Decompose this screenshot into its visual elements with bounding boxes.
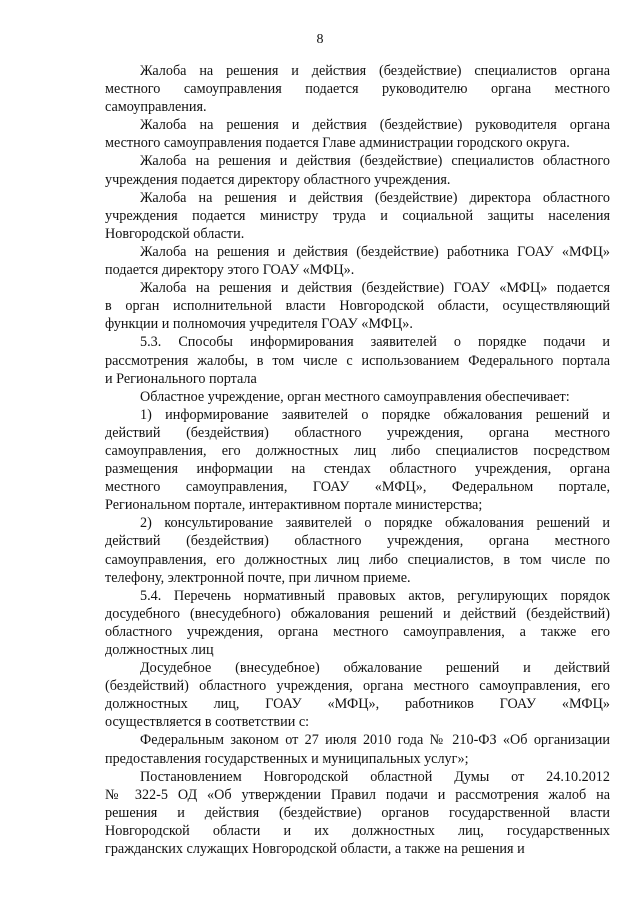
text-line: 5.4. Перечень нормативный правовых актов, регулирующих порядок <box>140 587 610 604</box>
text-line: должностных лиц, ГОАУ «МФЦ», работников ГОАУ «МФЦ» <box>105 696 610 713</box>
text-line: Жалоба на решения и действия (бездействие) специалистов органа <box>140 63 610 79</box>
text-line: подается директору этого ГОАУ «МФЦ». <box>105 262 355 279</box>
text-line: самоуправления, его должностных лиц либо специалистов посредством <box>105 442 610 459</box>
paragraph <box>105 62 610 116</box>
text-line: в орган исполнительной власти Новгородской области, осуществляющий <box>105 298 610 315</box>
text-line: областного учреждения, органа местного самоуправления, а также его <box>105 623 610 640</box>
paragraph <box>105 514 610 586</box>
text-line: Жалоба на решения и действия (бездействие) директора областного <box>140 189 610 206</box>
text-line: предоставления государственных и муниципальных услуг»; <box>105 750 469 767</box>
text-line: Жалоба на решения и действия (бездействие) ГОАУ «МФЦ» подается <box>140 280 610 297</box>
paragraph <box>105 731 610 767</box>
text-line: Региональном портале, интерактивном портале министерства; <box>105 497 483 514</box>
paragraph <box>105 189 610 243</box>
text-line: размещения информации на стендах областного учреждения, органа <box>105 461 610 478</box>
paragraph <box>105 152 610 188</box>
text-line: Жалоба на решения и действия (бездействие) руководителя органа <box>140 117 610 134</box>
paragraph <box>105 243 610 279</box>
text-line: 2) консультирование заявителей о порядке обжалования решений и <box>140 515 610 532</box>
text-line: (бездействий) областного учреждения, органа местного самоуправления, его <box>105 678 610 695</box>
paragraph <box>105 768 610 858</box>
page-number: 8 <box>316 32 324 47</box>
paragraph <box>105 388 610 406</box>
paragraph <box>105 116 610 152</box>
text-line: действий (бездействия) областного учреждения, органа местного <box>105 424 610 441</box>
text-line: функции и полномочия учредителя ГОАУ «МФЦ». <box>105 316 413 333</box>
text-line: Новгородской области и их должностных лиц, государственных <box>105 822 610 839</box>
text-line: местного самоуправления, ГОАУ «МФЦ», Федеральном портале, <box>105 479 610 496</box>
paragraph <box>105 333 610 387</box>
text-line: осуществляется в соответствии с: <box>105 714 310 731</box>
text-line: Новгородской области. <box>105 225 245 242</box>
paragraph <box>105 587 610 659</box>
text-line: 1) информирование заявителей о порядке обжалования решений и <box>140 406 610 423</box>
text-line: учреждения подается министру труда и социальной защиты населения <box>105 207 610 224</box>
text-line: рассмотрения жалобы, в том числе с использованием Федерального портала <box>105 352 610 369</box>
text-line: Досудебное (внесудебное) обжалование решений и действий <box>140 660 610 677</box>
text-line: гражданских служащих Новгородской области, а также на решения и <box>105 841 525 858</box>
paragraph <box>105 406 610 515</box>
text-line: решения и действия (бездействие) органов государственной власти <box>105 804 610 821</box>
text-line: Жалоба на решения и действия (бездействие) специалистов областного <box>140 153 610 170</box>
text-line: № 322-5 ОД «Об утверждении Правил подачи и рассмотрения жалоб на <box>105 786 610 803</box>
text-line: телефону, электронной почте, при личном приеме. <box>105 569 411 586</box>
text-line: учреждения подается директору областного учреждения. <box>105 171 451 188</box>
document-body <box>105 62 610 858</box>
text-line: 5.3. Способы информирования заявителей о порядке подачи и <box>140 334 610 351</box>
paragraph <box>105 279 610 333</box>
text-line: досудебного (внесудебного) обжалования решений и действий (бездействий) <box>105 605 610 622</box>
paragraph <box>105 659 610 731</box>
text-line: местного самоуправления подается Главе администрации городского округа. <box>105 135 570 152</box>
text-line: местного самоуправления подается руководителю органа местного <box>105 81 610 98</box>
text-line: Федеральным законом от 27 июля 2010 года № 210-ФЗ «Об организации <box>140 732 610 749</box>
text-line: и Регионального портала <box>105 370 257 387</box>
text-line: Жалоба на решения и действия (бездействие) работника ГОАУ «МФЦ» <box>140 243 610 260</box>
text-line: Постановлением Новгородской областной Думы от 24.10.2012 <box>140 768 610 785</box>
text-line: должностных лиц <box>105 642 214 658</box>
text-line: самоуправления, его должностных лиц либо специалистов, в том числе по <box>105 551 610 568</box>
text-line: действий (бездействия) областного учреждения, органа местного <box>105 533 610 550</box>
text-line: самоуправления. <box>105 99 207 116</box>
text-line: Областное учреждение, орган местного самоуправления обеспечивает: <box>140 388 570 405</box>
